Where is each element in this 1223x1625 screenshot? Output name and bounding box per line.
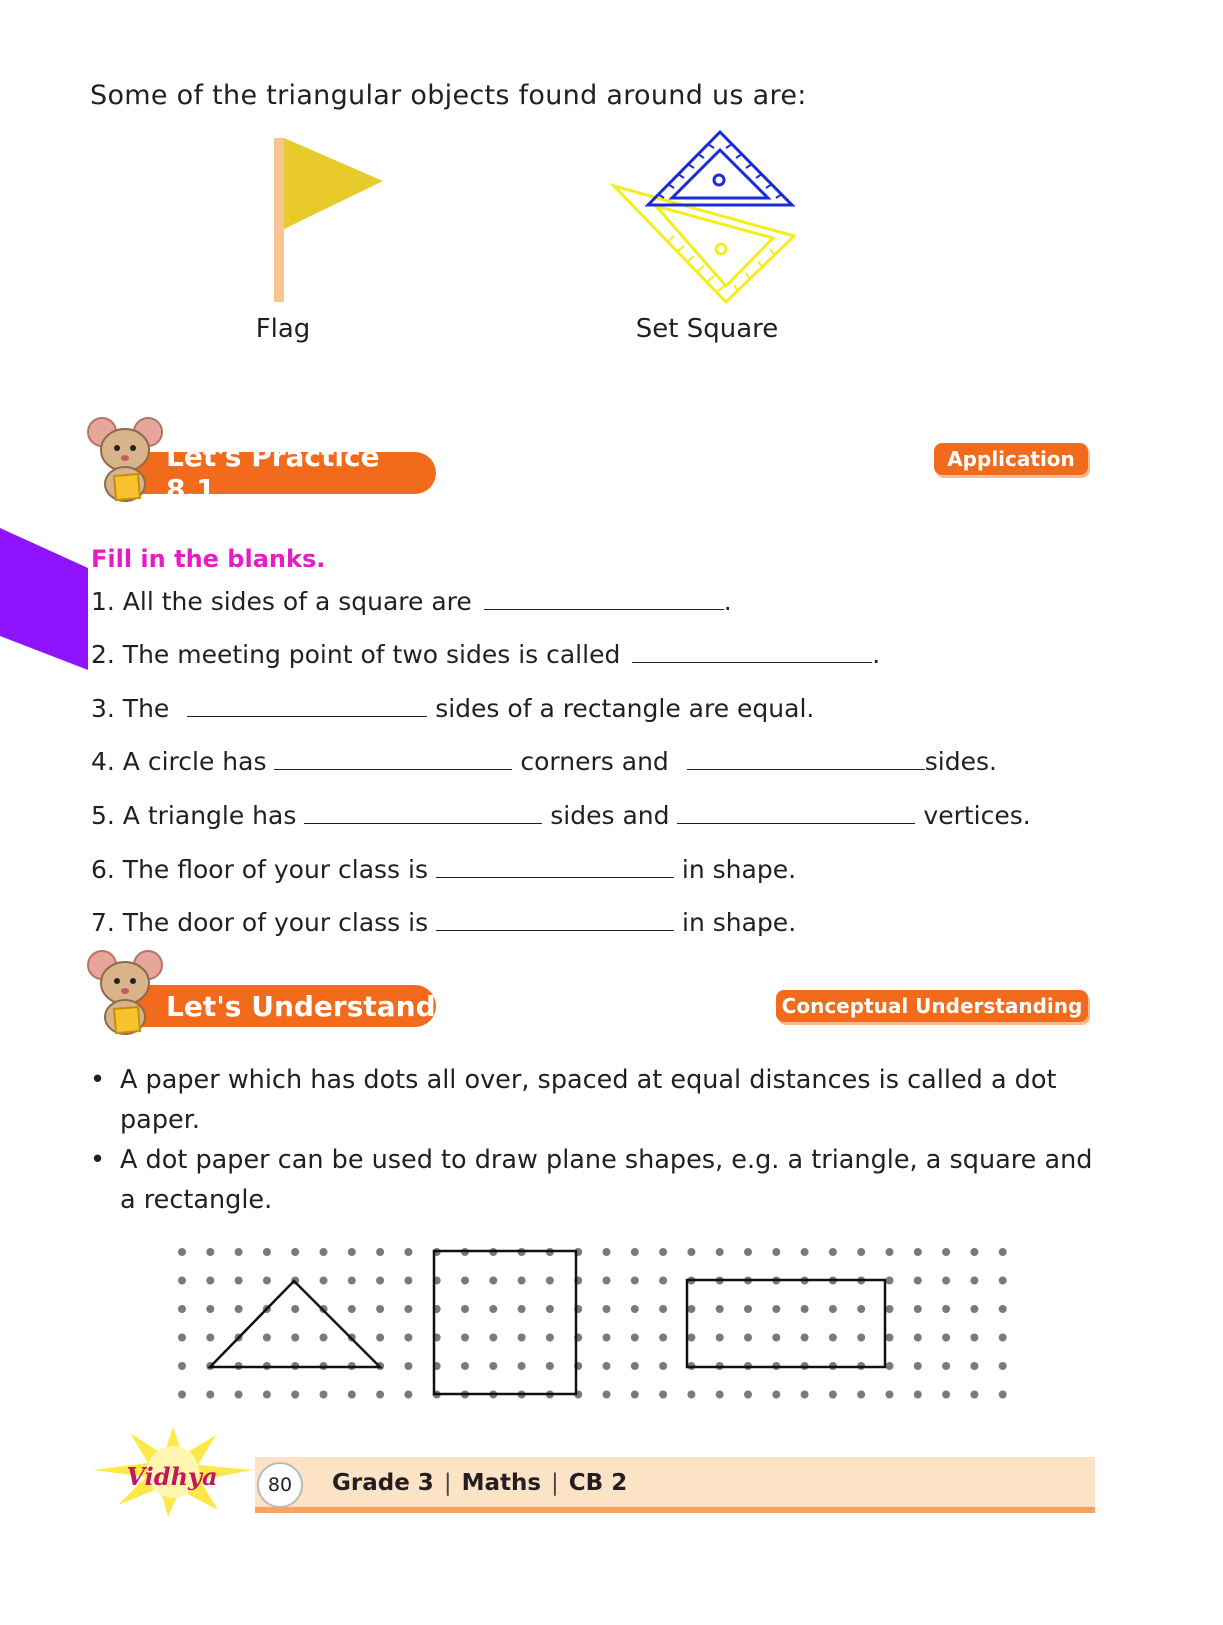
- grid-dot: [999, 1248, 1007, 1256]
- grid-dot: [772, 1391, 780, 1399]
- grid-dot: [744, 1391, 752, 1399]
- answer-blank[interactable]: [484, 585, 724, 610]
- grid-dot: [178, 1305, 186, 1313]
- grid-dot: [687, 1305, 695, 1313]
- grid-dot: [320, 1248, 328, 1256]
- grid-dot: [546, 1305, 554, 1313]
- grid-dot: [716, 1248, 724, 1256]
- grid-dot: [744, 1305, 752, 1313]
- grid-dot: [291, 1305, 299, 1313]
- question-6: 6. The floor of your class is in shape.: [91, 855, 797, 884]
- intro-text: Some of the triangular objects found around us are:: [90, 80, 807, 111]
- grid-dot: [178, 1334, 186, 1342]
- grid-dot: [404, 1277, 412, 1285]
- grid-dot: [970, 1334, 978, 1342]
- answer-blank[interactable]: [187, 692, 427, 717]
- mouse-mascot-icon: [86, 414, 164, 504]
- grid-dot: [914, 1248, 922, 1256]
- grid-dot: [857, 1248, 865, 1256]
- grid-dot: [206, 1334, 214, 1342]
- grid-dot: [970, 1362, 978, 1370]
- grid-dot: [886, 1391, 894, 1399]
- grid-dot: [404, 1248, 412, 1256]
- footer-subject: Maths: [461, 1470, 542, 1496]
- answer-blank[interactable]: [436, 853, 674, 878]
- grid-dot: [376, 1391, 384, 1399]
- grid-dot: [320, 1334, 328, 1342]
- grid-dot: [489, 1362, 497, 1370]
- grid-dot: [999, 1391, 1007, 1399]
- dot-paper-rectangle: [687, 1280, 885, 1367]
- grid-dot: [687, 1334, 695, 1342]
- grid-dot: [235, 1391, 243, 1399]
- answer-blank[interactable]: [632, 638, 872, 663]
- grid-dot: [829, 1305, 837, 1313]
- footer-grade: Grade 3: [332, 1470, 434, 1496]
- grid-dot: [914, 1362, 922, 1370]
- grid-dot: [603, 1277, 611, 1285]
- grid-dot: [999, 1334, 1007, 1342]
- grid-dot: [631, 1248, 639, 1256]
- grid-dot: [999, 1277, 1007, 1285]
- grid-dot: [716, 1391, 724, 1399]
- side-tab: [0, 528, 90, 673]
- grid-dot: [206, 1391, 214, 1399]
- grid-dot: [886, 1305, 894, 1313]
- grid-dot: [206, 1248, 214, 1256]
- grid-dot: [970, 1305, 978, 1313]
- grid-dot: [348, 1277, 356, 1285]
- answer-blank[interactable]: [436, 906, 674, 931]
- grid-dot: [631, 1362, 639, 1370]
- dot-paper-triangle: [210, 1281, 380, 1367]
- grid-dot: [404, 1362, 412, 1370]
- answer-blank[interactable]: [677, 799, 915, 824]
- grid-dot: [801, 1334, 809, 1342]
- grid-dot: [178, 1277, 186, 1285]
- answer-blank[interactable]: [274, 745, 512, 770]
- grid-dot: [348, 1391, 356, 1399]
- grid-dot: [801, 1391, 809, 1399]
- vidhya-logo: [88, 1425, 258, 1520]
- grid-dot: [772, 1305, 780, 1313]
- grid-dot: [886, 1362, 894, 1370]
- grid-dot: [206, 1305, 214, 1313]
- practice-heading: [120, 440, 436, 506]
- grid-dot: [178, 1362, 186, 1370]
- grid-dot: [291, 1248, 299, 1256]
- grid-dot: [772, 1248, 780, 1256]
- grid-dot: [518, 1362, 526, 1370]
- grid-dot: [376, 1305, 384, 1313]
- dot-paper-square: [434, 1251, 576, 1394]
- grid-dot: [659, 1362, 667, 1370]
- grid-dot: [178, 1391, 186, 1399]
- grid-dot: [348, 1248, 356, 1256]
- flag-icon: [270, 135, 390, 305]
- grid-dot: [914, 1305, 922, 1313]
- grid-dot: [687, 1248, 695, 1256]
- grid-dot: [914, 1334, 922, 1342]
- grid-dot: [404, 1391, 412, 1399]
- understand-heading: [120, 985, 436, 1027]
- grid-dot: [801, 1305, 809, 1313]
- grid-dot: [659, 1334, 667, 1342]
- grid-dot: [489, 1305, 497, 1313]
- question-2: 2. The meeting point of two sides is called .: [91, 640, 881, 669]
- grid-dot: [857, 1305, 865, 1313]
- grid-dot: [744, 1334, 752, 1342]
- question-3: 3. The sides of a rectangle are equal.: [91, 694, 815, 723]
- grid-dot: [942, 1334, 950, 1342]
- question-4: 4. A circle has corners and sides.: [91, 747, 997, 776]
- conceptual-understanding-tag: Conceptual Understanding: [776, 990, 1088, 1022]
- grid-dot: [461, 1277, 469, 1285]
- grid-dot: [716, 1305, 724, 1313]
- question-1: 1. All the sides of a square are .: [91, 587, 732, 616]
- grid-dot: [942, 1277, 950, 1285]
- bullet-item: • A dot paper can be used to draw plane shapes, e.g. a triangle, a square and a rectangle.: [90, 1145, 1093, 1215]
- grid-dot: [263, 1334, 271, 1342]
- grid-dot: [263, 1391, 271, 1399]
- grid-dot: [914, 1391, 922, 1399]
- grid-dot: [348, 1305, 356, 1313]
- grid-dot: [631, 1334, 639, 1342]
- grid-dot: [376, 1277, 384, 1285]
- grid-dot: [206, 1277, 214, 1285]
- grid-dot: [518, 1334, 526, 1342]
- grid-dot: [857, 1334, 865, 1342]
- grid-dot: [942, 1248, 950, 1256]
- grid-dot: [886, 1277, 894, 1285]
- grid-dot: [886, 1248, 894, 1256]
- grid-dot: [631, 1391, 639, 1399]
- footer-text: Grade 3 | Maths | CB 2: [332, 1470, 628, 1496]
- grid-dot: [546, 1362, 554, 1370]
- grid-dot: [829, 1391, 837, 1399]
- grid-dot: [659, 1305, 667, 1313]
- grid-dot: [461, 1334, 469, 1342]
- grid-dot: [603, 1305, 611, 1313]
- grid-dot: [716, 1334, 724, 1342]
- grid-dot: [603, 1362, 611, 1370]
- grid-dot: [772, 1334, 780, 1342]
- set-square-icon: [608, 128, 803, 308]
- grid-dot: [687, 1391, 695, 1399]
- grid-dot: [886, 1334, 894, 1342]
- grid-dot: [829, 1334, 837, 1342]
- grid-dot: [914, 1277, 922, 1285]
- grid-dot: [291, 1391, 299, 1399]
- application-tag: Application: [934, 443, 1088, 475]
- dot-paper: [170, 1240, 1010, 1410]
- flag-caption: Flag: [255, 314, 311, 344]
- page-number: 80: [257, 1462, 303, 1508]
- grid-dot: [263, 1277, 271, 1285]
- grid-dot: [999, 1305, 1007, 1313]
- grid-dot: [942, 1391, 950, 1399]
- grid-dot: [942, 1305, 950, 1313]
- grid-dot: [489, 1334, 497, 1342]
- grid-dot: [518, 1305, 526, 1313]
- grid-dot: [546, 1334, 554, 1342]
- bullet-item: • A paper which has dots all over, spaced at equal distances is called a dot paper.: [90, 1065, 1057, 1135]
- mouse-mascot-icon: [86, 947, 164, 1037]
- grid-dot: [461, 1305, 469, 1313]
- grid-dot: [404, 1334, 412, 1342]
- grid-dot: [235, 1305, 243, 1313]
- grid-dot: [235, 1277, 243, 1285]
- grid-dot: [235, 1248, 243, 1256]
- grid-dot: [489, 1277, 497, 1285]
- grid-dot: [801, 1248, 809, 1256]
- svg-text:Vidhya: Vidhya: [126, 1462, 218, 1491]
- grid-dot: [970, 1277, 978, 1285]
- fill-instruction: Fill in the blanks.: [91, 545, 326, 573]
- understand-title: Let's Understand: [166, 989, 436, 1023]
- grid-dot: [999, 1362, 1007, 1370]
- grid-dot: [631, 1305, 639, 1313]
- grid-dot: [659, 1248, 667, 1256]
- question-5: 5. A triangle has sides and vertices.: [91, 801, 1031, 830]
- grid-dot: [376, 1248, 384, 1256]
- grid-dot: [970, 1248, 978, 1256]
- grid-dot: [970, 1391, 978, 1399]
- grid-dot: [320, 1391, 328, 1399]
- practice-title: Let's Practice 8.1: [166, 440, 380, 506]
- footer-book: CB 2: [568, 1470, 628, 1496]
- grid-dot: [603, 1248, 611, 1256]
- grid-dot: [857, 1391, 865, 1399]
- grid-dot: [829, 1248, 837, 1256]
- grid-dot: [546, 1277, 554, 1285]
- grid-dot: [461, 1362, 469, 1370]
- grid-dot: [603, 1334, 611, 1342]
- grid-dot: [603, 1391, 611, 1399]
- answer-blank[interactable]: [687, 745, 925, 770]
- grid-dot: [631, 1277, 639, 1285]
- grid-dot: [942, 1362, 950, 1370]
- grid-dot: [659, 1391, 667, 1399]
- set-square-caption: Set Square: [635, 314, 779, 344]
- grid-dot: [263, 1248, 271, 1256]
- grid-dot: [518, 1277, 526, 1285]
- grid-dot: [404, 1305, 412, 1313]
- grid-dot: [178, 1248, 186, 1256]
- answer-blank[interactable]: [304, 799, 542, 824]
- question-7: 7. The door of your class is in shape.: [91, 908, 797, 937]
- grid-dot: [744, 1248, 752, 1256]
- grid-dot: [320, 1277, 328, 1285]
- grid-dot: [376, 1334, 384, 1342]
- grid-dot: [659, 1277, 667, 1285]
- grid-dot: [291, 1334, 299, 1342]
